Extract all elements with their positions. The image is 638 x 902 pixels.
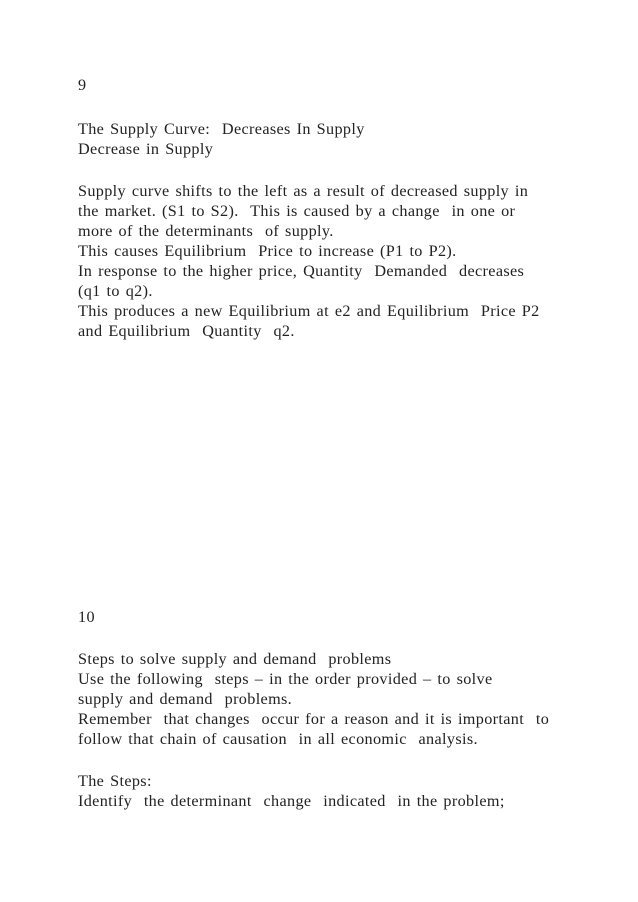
step-item: Identify the determinant change indicated in the problem; bbox=[78, 792, 505, 810]
section-title-supply-curve: The Supply Curve: Decreases In Supply bbox=[78, 120, 365, 138]
section-title-steps: Steps to solve supply and demand problems bbox=[78, 650, 392, 668]
paragraph-line: In response to the higher price, Quantity Demanded decreases bbox=[78, 262, 525, 280]
paragraph-line: Remember that changes occur for a reason and it is important to bbox=[78, 710, 550, 728]
section-subtitle-decrease: Decrease in Supply bbox=[78, 140, 214, 158]
paragraph-line: This causes Equilibrium Price to increase (P1 to P2). bbox=[78, 242, 457, 260]
paragraph-line: (q1 to q2). bbox=[78, 282, 153, 300]
page-number-9: 9 bbox=[78, 76, 87, 94]
paragraph-line: This produces a new Equilibrium at e2 and Equilibrium Price P2 bbox=[78, 302, 540, 320]
paragraph-line: Use the following steps – in the order provided – to solve bbox=[78, 670, 493, 688]
paragraph-line: supply and demand problems. bbox=[78, 690, 293, 708]
paragraph-line: follow that chain of causation in all economic analysis. bbox=[78, 730, 478, 748]
paragraph-line: and Equilibrium Quantity q2. bbox=[78, 322, 295, 340]
paragraph-line: the market. (S1 to S2). This is caused by a change in one or bbox=[78, 202, 516, 220]
paragraph-line: more of the determinants of supply. bbox=[78, 222, 334, 240]
steps-heading: The Steps: bbox=[78, 772, 152, 790]
paragraph-line: Supply curve shifts to the left as a result of decreased supply in bbox=[78, 182, 529, 200]
page-number-10: 10 bbox=[78, 608, 95, 626]
